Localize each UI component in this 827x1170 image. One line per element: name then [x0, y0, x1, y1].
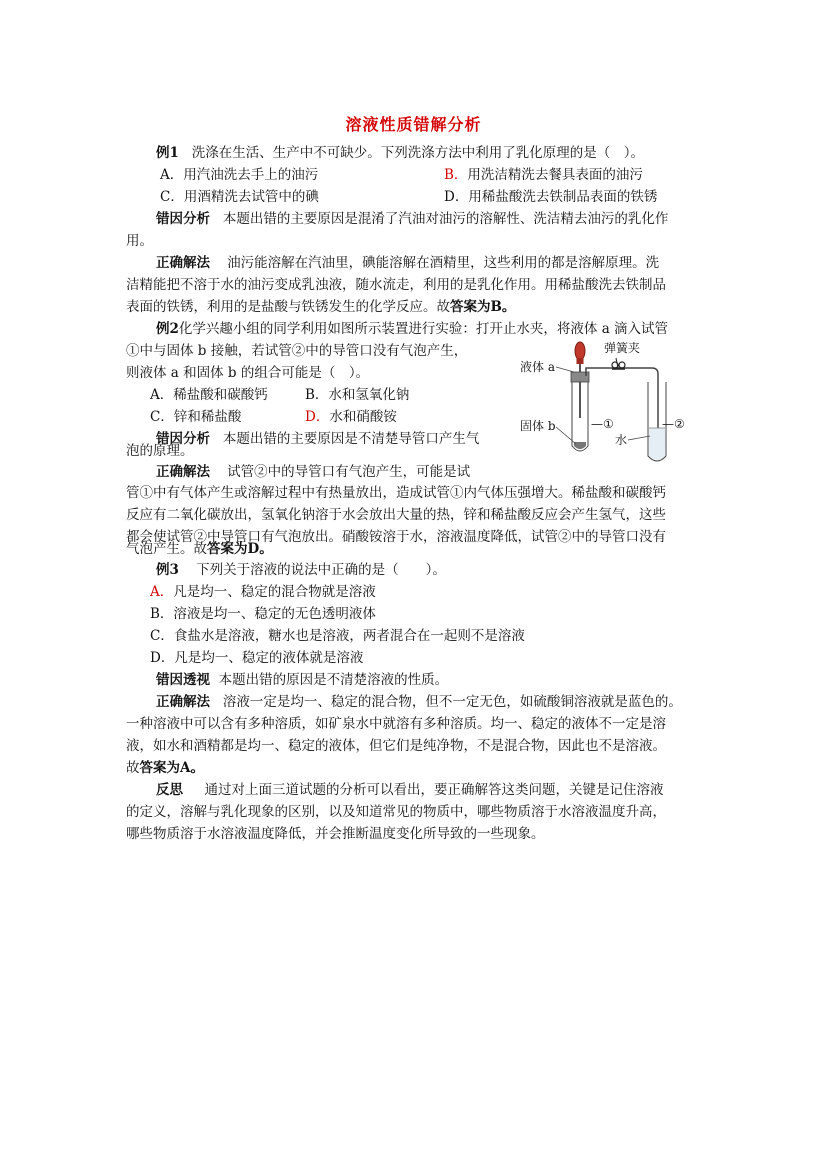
ex2-question-3: 则液体 a 和固体 b 的组合可能是（ ）。: [126, 365, 370, 381]
ex3-fix-text-4-body: 故: [126, 760, 140, 776]
ex3-error-analysis: [156, 670, 448, 691]
ex1-option-b-text: 用洗洁精洗去餐具表面的油污: [467, 167, 643, 183]
ex2-fix-text-5-body: 气泡产生。故: [126, 541, 207, 557]
ex2-fix-label: 正确解法: [156, 464, 210, 480]
ex2-option-a: A．稀盐酸和碳酸钙: [150, 387, 268, 403]
ex2-question-2: ①中与固体 b 接触，若试管②中的导管口没有气泡产生，: [126, 343, 468, 359]
ex2-question-1: 化学兴趣小组的同学利用如图所示装置进行实验：打开止水夹，将液体 a 滴入试管: [178, 321, 669, 337]
ex1-fix-text-3-body: 表面的铁锈，利用的是盐酸与铁锈发生的化学反应。故: [126, 299, 450, 315]
ex2-fix-text-3: 反应有二氧化碳放出，氢氧化钠溶于水会放出大量的热，锌和稀盐酸反应会产生氢气，这些: [126, 507, 666, 523]
ex1-error-analysis: [156, 209, 668, 230]
ex3-option-c: C．食盐水是溶液，糖水也是溶液，两者混合在一起则不是溶液: [150, 628, 525, 644]
ex2-label: 例2: [156, 321, 179, 337]
page-title: 溶液性质错解分析: [345, 115, 482, 134]
label-tube-2: —②: [662, 417, 685, 431]
label-water: 水: [615, 433, 628, 447]
ex1-question-line: [156, 143, 644, 164]
ex1-answer: 答案为B。: [450, 299, 516, 315]
label-liquid-a: 液体 a: [520, 360, 555, 374]
ex3-answer: 答案为A。: [139, 760, 204, 776]
ex3-option-d: D．凡是均一、稳定的液体就是溶液: [150, 650, 364, 666]
ex1-option-c: C．用酒精洗去试管中的碘: [160, 189, 319, 205]
reflection-text-2: 的定义，溶解与乳化现象的区别，以及知道常见的物质中，哪些物质溶于水溶液温度升高，: [126, 804, 666, 820]
ex3-error-label: 错因透视: [156, 672, 210, 688]
ex2-fix-text-5: [126, 539, 273, 560]
ex3-option-a-text: 凡是均一、稳定的混合物就是溶液: [173, 584, 376, 600]
ex1-fix-label: 正确解法: [156, 255, 210, 271]
ex1-fix-text-3: [126, 297, 515, 318]
reflection-label: 反思: [156, 782, 183, 798]
ex3-fix-text-2: 一种溶液中可以含有多种溶质，如矿泉水中就溶有多种溶质。均一、稳定的液体不一定是溶: [126, 716, 666, 732]
reflection: [156, 780, 663, 801]
ex3-option-a: [150, 582, 376, 603]
ex2-error-text-1: 本题出错的主要原因是不清楚导管口产生气: [222, 431, 480, 447]
ex2-fix-text-2: 管①中有气体产生或溶解过程中有热量放出，造成试管①内气体压强增大。稀盐酸和碳酸钙: [126, 485, 666, 501]
ex2-option-d-text: 水和硝酸铵: [329, 409, 397, 425]
ex2-error-text-2: 泡的原理。: [126, 443, 194, 459]
label-solid-b: 固体 b: [520, 419, 556, 433]
ex1-error-label: 错因分析: [156, 211, 210, 227]
ex2-fix-text-4: 都会使试管②中导管口有气泡放出。硝酸铵溶于水，溶液温度降低，试管②中的导管口没有: [126, 529, 666, 545]
ex2-option-c: C．锌和稀盐酸: [150, 409, 242, 425]
ex2-correct-solution: [156, 462, 470, 483]
ex1-label: 例1: [156, 145, 179, 161]
ex2-option-d-letter: D．: [305, 409, 330, 425]
dropper-neck: [577, 358, 584, 364]
ex3-option-b: B．溶液是均一、稳定的无色透明液体: [150, 606, 376, 622]
ex2-option-b: B．水和氢氧化钠: [305, 387, 410, 403]
dropper-bulb: [575, 342, 585, 360]
ex2-fix-text-1: 试管②中的导管口有气泡产生，可能是试: [227, 464, 471, 480]
ex1-option-b-letter: B．: [444, 167, 468, 183]
ex1-correct-solution: [156, 253, 659, 274]
ex2-error-label: 错因分析: [156, 431, 210, 447]
ex1-option-d: D．用稀盐酸洗去铁制品表面的铁锈: [444, 189, 658, 205]
apparatus-figure: [512, 338, 692, 466]
ex3-question-line: [156, 560, 446, 581]
label-tube-1: —①: [591, 417, 614, 431]
ex2-answer: 答案为D。: [207, 541, 273, 557]
ex3-fix-text-3: 液，如水和酒精都是均一、稳定的液体，但它们是纯净物，不是混合物，因此也不是溶液。: [126, 738, 666, 754]
ex3-question: 下列关于溶液的说法中正确的是（ ）。: [196, 562, 446, 578]
ex3-label: 例3: [156, 562, 179, 578]
ex3-fix-label: 正确解法: [156, 694, 210, 710]
ex1-option-a: A．用汽油洗去手上的油污: [160, 167, 319, 183]
water-tube-2: [649, 428, 665, 460]
ex3-correct-solution: [156, 692, 682, 713]
ex1-error-text-2: 用。: [126, 233, 153, 249]
ex2-error-analysis: [156, 429, 479, 450]
ex1-question: 洗涤在生活、生产中不可缺少。下列洗涤方法中利用了乳化原理的是（ ）。: [191, 145, 645, 161]
ex1-fix-text-1: 油污能溶解在汽油里，碘能溶解在酒精里，这些利用的都是溶解原理。洗: [227, 255, 660, 271]
ex3-error-text: 本题出错的原因是不清楚溶液的性质。: [218, 672, 449, 688]
ex3-fix-text-1: 溶液一定是均一、稳定的混合物，但不一定无色，如硫酸铜溶液就是蓝色的。: [222, 694, 682, 710]
ex3-option-a-letter: A．: [150, 584, 174, 600]
ex1-error-text-1: 本题出错的主要原因是混淆了汽油对油污的溶解性、洗洁精去油污的乳化作: [222, 211, 669, 227]
solid-b: [574, 442, 586, 449]
reflection-text-1: 通过对上面三道试题的分析可以看出，要正确解答这类问题，关键是记住溶液: [204, 782, 664, 798]
ex3-fix-text-4: [126, 758, 204, 779]
ex1-option-b: [444, 165, 643, 186]
ex2-option-d: [305, 407, 397, 428]
label-spring-clamp: 弹簧夹: [604, 341, 641, 355]
reflection-text-3: 哪些物质溶于水溶液温度降低，并会推断温度变化所导致的一些现象。: [126, 826, 545, 842]
ex2-question-line-1: [156, 319, 668, 340]
ex1-fix-text-2: 洁精能把不溶于水的油污变成乳浊液，随水流走，利用的是乳化作用。用稀盐酸洗去铁制品: [126, 277, 666, 293]
